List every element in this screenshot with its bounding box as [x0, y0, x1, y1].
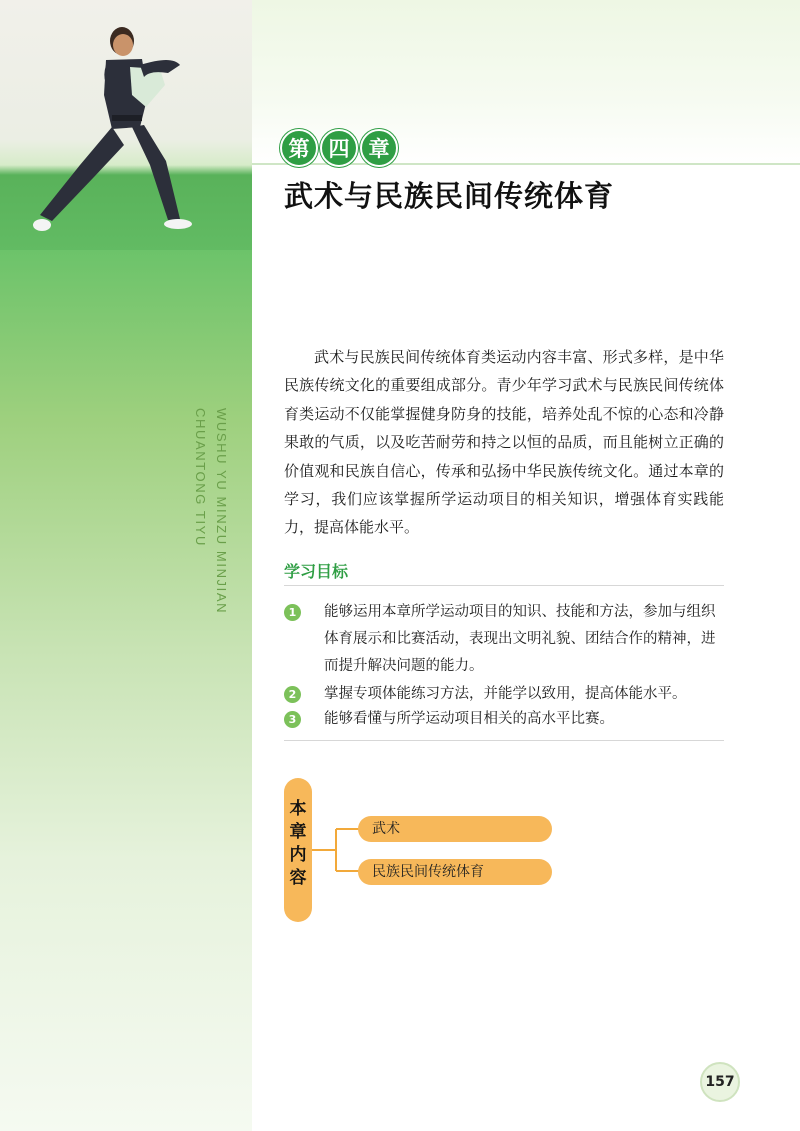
goal-item [284, 599, 724, 680]
content-label-char: 内 [289, 845, 307, 865]
martial-artist-figure [20, 15, 210, 245]
chapter-content-item: 民族民间传统体育 [358, 859, 552, 885]
chapter-badge [280, 129, 398, 167]
chapter-badge-char: 第 [280, 129, 318, 167]
pinyin-line: CHUANTONG TIYU [193, 408, 208, 547]
chapter-intro: 武术与民族民间传统体育类运动内容丰富、形式多样，是中华民族传统文化的重要组成部分。青少年学习武术与民族民间传统体育类运动不仅能掌握健身防身的技能，培养处乱不惊的心态和冷静果敢的气质，以及吃苦耐劳和持之以恒的品质，而且能树立正确的价值观和民族自信心，传承和弘扬中华民族传统文化。通过本章的学习，我们应该掌握所学运动项目的相关知识，增强体育实践能力，提高体能水平。 [284, 348, 724, 537]
goal-number: 3 [284, 711, 301, 728]
content-label-char: 本 [289, 799, 307, 819]
content-label-char: 章 [289, 822, 307, 842]
chapter-content-item: 武术 [358, 816, 552, 842]
pinyin-title [190, 408, 232, 614]
goals-divider [284, 585, 724, 586]
chapter-content-label [284, 778, 312, 922]
chapter-badge-char: 章 [360, 129, 398, 167]
page-number: 157 [700, 1062, 740, 1102]
chapter-title: 武术与民族民间传统体育 [284, 179, 615, 213]
martial-arts-photo [0, 0, 252, 250]
goal-number: 1 [284, 604, 301, 621]
goal-item [284, 706, 724, 733]
chapter-badge-char: 四 [320, 129, 358, 167]
goal-text: 能够看懂与所学运动项目相关的高水平比赛。 [324, 711, 614, 727]
pinyin-line: WUSHU YU MINZU MINJIAN [214, 408, 229, 615]
learning-goals-heading: 学习目标 [284, 562, 349, 581]
content-label-char: 容 [289, 868, 307, 888]
goal-item [284, 681, 724, 708]
goal-number: 2 [284, 686, 301, 703]
content-connector [310, 815, 362, 885]
goal-text: 掌握专项体能练习方法，并能学以致用，提高体能水平。 [324, 686, 687, 702]
goal-text: 能够运用本章所学运动项目的知识、技能和方法，参加与组织体育展示和比赛活动，表现出文明礼貌、团结合作的精神，进而提升解决问题的能力。 [324, 604, 716, 674]
goals-bottom-divider [284, 740, 724, 741]
